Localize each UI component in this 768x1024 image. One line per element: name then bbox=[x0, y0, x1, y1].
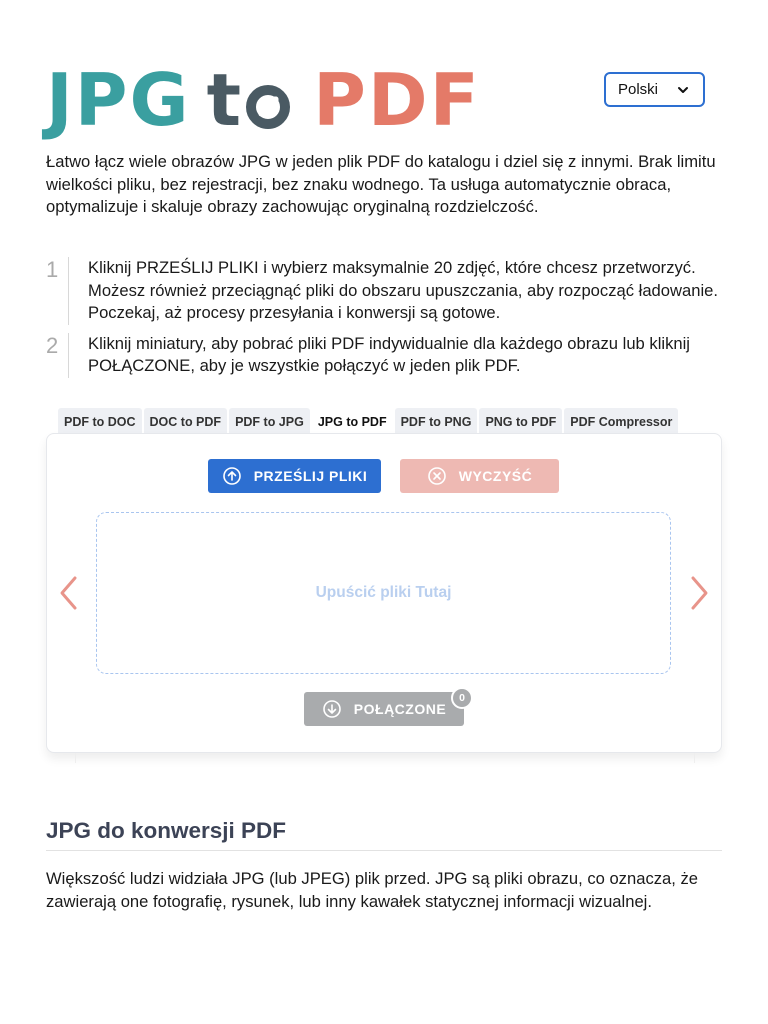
merge-button[interactable] bbox=[304, 692, 464, 726]
carousel-next-arrow-icon[interactable] bbox=[689, 575, 711, 611]
step-number: 1 bbox=[46, 257, 59, 282]
close-circle-icon bbox=[427, 466, 447, 486]
instruction-steps bbox=[46, 257, 736, 386]
chevron-down-icon bbox=[677, 84, 689, 96]
dropzone-label: Upuścić pliki Tutaj bbox=[315, 584, 452, 601]
merge-count-badge: 0 bbox=[451, 687, 473, 709]
tab-png-to-pdf[interactable]: PNG to PDF bbox=[479, 408, 562, 435]
tab-pdf-to-png[interactable]: PDF to PNG bbox=[395, 408, 478, 435]
step-divider bbox=[68, 257, 69, 325]
clear-label: WYCZYŚĆ bbox=[458, 468, 533, 484]
panel-shadow-edge bbox=[75, 753, 695, 763]
step-item bbox=[46, 257, 736, 325]
language-select[interactable] bbox=[604, 72, 705, 107]
tab-jpg-to-pdf[interactable]: JPG to PDF bbox=[312, 408, 393, 435]
converter-tabs bbox=[58, 408, 678, 435]
download-icon bbox=[322, 699, 342, 719]
carousel-prev-arrow-icon[interactable] bbox=[57, 575, 79, 611]
language-select-value: Polski bbox=[618, 81, 659, 98]
step-item bbox=[46, 333, 736, 378]
convert-arrow-icon bbox=[245, 84, 291, 130]
section-heading: JPG do konwersji PDF bbox=[46, 818, 287, 843]
tab-pdf-to-doc[interactable]: PDF to DOC bbox=[58, 408, 142, 435]
tab-pdf-compressor[interactable]: PDF Compressor bbox=[564, 408, 678, 435]
tab-doc-to-pdf[interactable]: DOC to PDF bbox=[144, 408, 228, 435]
step-divider bbox=[68, 333, 69, 378]
step-text: Kliknij PRZEŚLIJ PLIKI i wybierz maksymalnie 20 zdjęć, które chcesz przetworzyć. Możesz również przeciągnąć pliki do obszaru upuszczania, aby rozpocząć ładowanie. Poczekaj, aż procesy przesyłania i konwersji są gotowe. bbox=[88, 258, 718, 322]
upload-files-label: PRZEŚLIJ PLIKI bbox=[253, 468, 368, 484]
upload-files-button[interactable] bbox=[208, 459, 381, 493]
merge-label: POŁĄCZONE bbox=[353, 701, 447, 717]
logo-pdf-text: PDF bbox=[313, 58, 481, 142]
logo-to-text bbox=[206, 58, 291, 142]
tab-pdf-to-jpg[interactable]: PDF to JPG bbox=[229, 408, 310, 435]
logo-t-letter: t bbox=[206, 58, 244, 142]
section-divider bbox=[46, 850, 722, 851]
intro-paragraph: Łatwo łącz wiele obrazów JPG w jeden plik PDF do katalogu i dziel się z innymi. Brak limitu wielkości pliku, bez rejestracji, bez znaku wodnego. Ta usługa automatycznie obraca, optymalizuje i skaluje obrazy zachowując oryginalną rozdzielczość. bbox=[46, 152, 716, 216]
step-number: 2 bbox=[46, 332, 59, 358]
logo-jpg-text: JPG bbox=[46, 58, 191, 142]
upload-icon bbox=[222, 466, 242, 486]
step-text: Kliknij miniatury, aby pobrać pliki PDF indywidualnie dla każdego obrazu lub kliknij POŁĄCZONE, aby je wszystkie połączyć w jeden plik PDF. bbox=[88, 333, 690, 375]
site-logo[interactable] bbox=[46, 58, 481, 142]
section-paragraph: Większość ludzi widziała JPG (lub JPEG) plik przed. JPG są pliki obrazu, co oznacza, że zawierają one fotografię, rysunek, lub inny kawałek statycznej informacji wizualnej. bbox=[46, 869, 699, 911]
clear-button[interactable] bbox=[400, 459, 559, 493]
file-dropzone[interactable] bbox=[96, 512, 671, 674]
